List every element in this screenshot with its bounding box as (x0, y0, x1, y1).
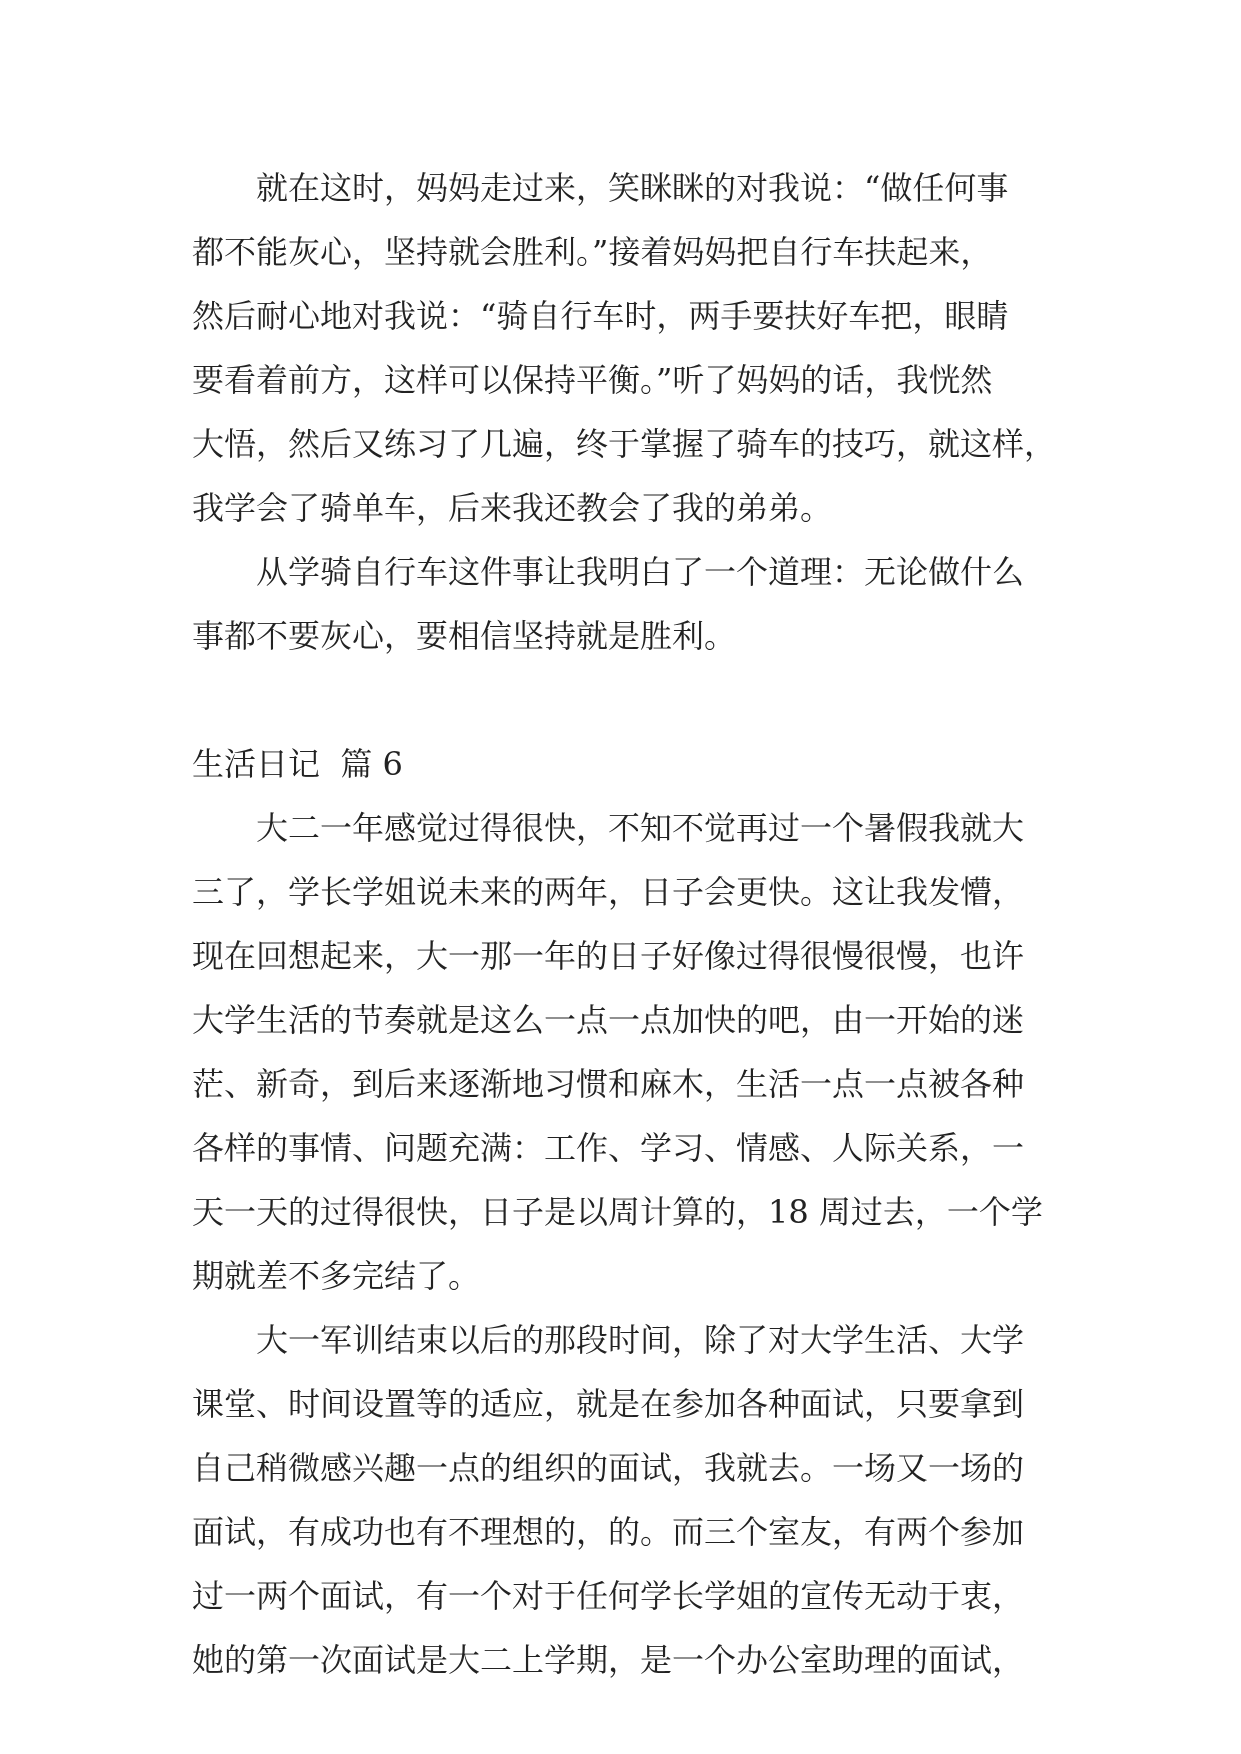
text-line: 面试，有成功也有不理想的，的。而三个室友，有两个参加 (192, 1513, 1025, 1551)
paragraph (192, 540, 1056, 668)
text-line: 各样的事情、问题充满：工作、学习、情感、人际关系，一 (192, 1129, 1025, 1167)
text-line: 都不能灰心，坚持就会胜利。”接着妈妈把自行车扶起来， (192, 233, 993, 271)
text-line: 课堂、时间设置等的适应，就是在参加各种面试，只要拿到 (192, 1385, 1025, 1423)
paragraph (192, 156, 1056, 540)
text-line: 大悟，然后又练习了几遍，终于掌握了骑车的技巧，就这样， (192, 425, 1057, 463)
section-spacer (192, 668, 1056, 732)
text-line: 事都不要灰心，要相信坚持就是胜利。 (192, 617, 737, 655)
paragraph (192, 1308, 1056, 1692)
text-line: 天一天的过得很快，日子是以周计算的，18 周过去，一个学 (192, 1193, 1043, 1231)
paragraph (192, 796, 1056, 1308)
document-body (192, 156, 1056, 1692)
text-line: 大二一年感觉过得很快，不知不觉再过一个暑假我就大 (256, 809, 1025, 847)
text-line: 她的第一次面试是大二上学期，是一个办公室助理的面试， (192, 1641, 1025, 1679)
text-line: 从学骑自行车这件事让我明白了一个道理：无论做什么 (256, 553, 1025, 591)
text-line: 要看着前方，这样可以保持平衡。”听了妈妈的话，我恍然 (192, 361, 993, 399)
text-line: 茫、新奇，到后来逐渐地习惯和麻木，生活一点一点被各种 (192, 1065, 1025, 1103)
text-line: 现在回想起来，大一那一年的日子好像过得很慢很慢，也许 (192, 937, 1025, 975)
text-line: 大一军训结束以后的那段时间，除了对大学生活、大学 (256, 1321, 1025, 1359)
text-line: 自己稍微感兴趣一点的组织的面试，我就去。一场又一场的 (192, 1449, 1025, 1487)
text-line: 然后耐心地对我说：“骑自行车时，两手要扶好车把，眼睛 (192, 297, 1009, 335)
text-line: 大学生活的节奏就是这么一点一点加快的吧，由一开始的迷 (192, 1001, 1025, 1039)
text-line: 我学会了骑单车，后来我还教会了我的弟弟。 (192, 489, 833, 527)
section-heading: 生活日记 篇 6 (192, 745, 403, 783)
text-line: 过一两个面试，有一个对于任何学长学姐的宣传无动于衷， (192, 1577, 1025, 1615)
text-line: 就在这时，妈妈走过来，笑眯眯的对我说：“做任何事 (256, 169, 1009, 207)
text-line: 期就差不多完结了。 (192, 1257, 481, 1295)
text-line: 三了，学长学姐说未来的两年，日子会更快。这让我发懵， (192, 873, 1025, 911)
